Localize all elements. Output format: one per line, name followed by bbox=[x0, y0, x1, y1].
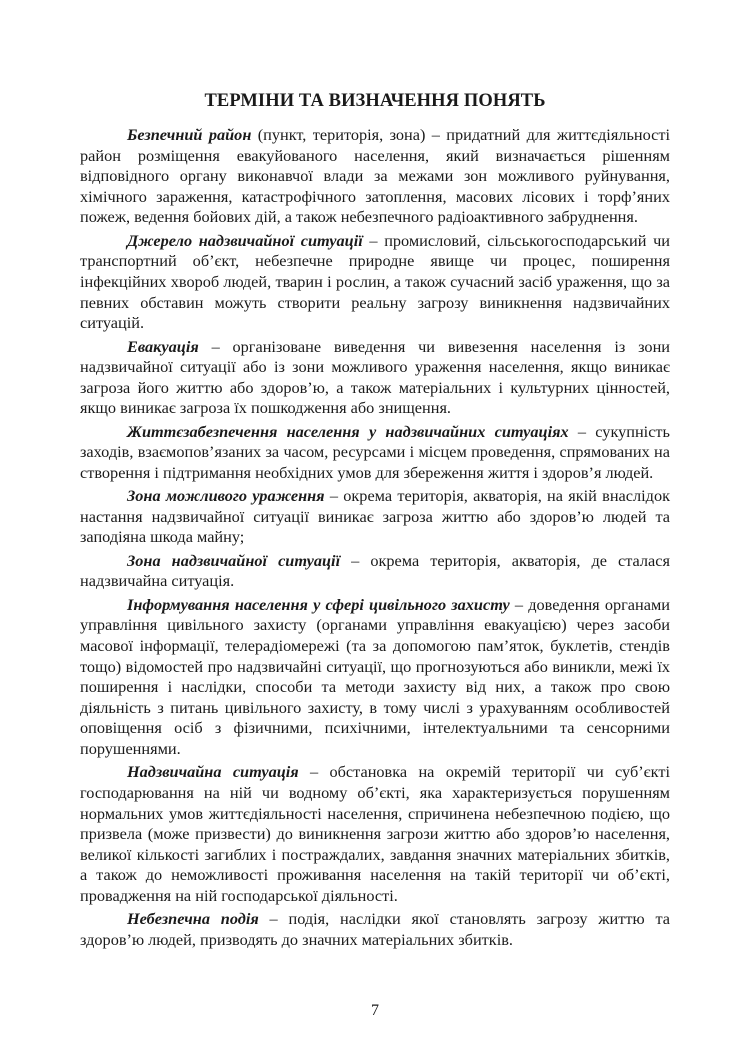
definition-text: – сукупність заходів, взаємопов’язаних за часом, ресурсами і місцем проведення, спрямованих на створення і підтримання необхідних умов для збереження життя і здоров’я людей. bbox=[80, 421, 670, 482]
definition-text: – обстановка на окремій території чи суб’єкті господарювання на ній чи водному об’єкті, яка характеризується порушенням нормальних умов життєдіяльності населення, спричинена небезпечною подією, що призвела (може призвести) до виникнення загрози життю або здоров’ю населення, великої кількості загиблих і постраждалих, завдання значних матеріальних збитків, а також до неможливості проживання населення на такій території чи об’єкті, провадження на ній господарської діяльності. bbox=[80, 762, 670, 905]
definition-term: Зона надзвичайної ситуації bbox=[127, 550, 341, 570]
definition-paragraph bbox=[80, 762, 670, 906]
definition-term: Зона можливого ураження bbox=[127, 486, 325, 506]
definition-term: Евакуація bbox=[127, 336, 199, 356]
definition-text: – доведення органами управління цивільного захисту (органами управління евакуацією) через засоби масової інформації, телерадіомережі (та за допомогою пам’яток, буклетів, стендів тощо) відомостей про надзвичайні ситуації, що прогнозуються або виникли, межі їх поширення і наслідки, способи та методи захисту від них, а також про свою діяльність з питань цивільного захисту, в тому числі з урахуванням особливостей оповіщення осіб з фізичними, психічними, інтелектуальними та сенсорними порушеннями. bbox=[80, 594, 670, 758]
definition-paragraph bbox=[80, 486, 670, 548]
definition-text: – організоване виведення чи вивезення населення із зони надзвичайної ситуації або із зони можливого ураження населення, якщо виникає загроза його життю або здоров’ю, а також матеріальних і культурних цінностей, якщо виникає загроза їх пошкодження або знищення. bbox=[80, 336, 670, 418]
definition-paragraph bbox=[80, 231, 670, 334]
definition-term: Інформування населення у сфері цивільного захисту bbox=[127, 594, 510, 614]
definitions-body bbox=[80, 125, 670, 953]
definition-paragraph bbox=[80, 551, 670, 592]
page-number: 7 bbox=[371, 1002, 379, 1019]
definition-text: – окрема територія, акваторія, на якій внаслідок настання надзвичайної ситуації виникає загроза життю або здоров’ю людей та заподіяна шкода майну; bbox=[80, 486, 670, 547]
definition-paragraph bbox=[80, 595, 670, 760]
definition-term: Життєзабезпечення населення у надзвичайних ситуаціях bbox=[127, 421, 569, 441]
definition-paragraph bbox=[80, 909, 670, 950]
definition-paragraph bbox=[80, 125, 670, 228]
definition-term: Безпечний район bbox=[127, 125, 252, 144]
definition-term: Небезпечна подія bbox=[127, 909, 259, 929]
definition-text: – окрема територія, акваторія, де сталася надзвичайна ситуація. bbox=[80, 550, 670, 591]
definition-paragraph bbox=[80, 337, 670, 419]
definition-term: Джерело надзвичайної ситуації bbox=[127, 230, 363, 250]
definition-text: – подія, наслідки якої становлять загрозу життю та здоров’ю людей, призводять до значних матеріальних збитків. bbox=[80, 909, 670, 949]
page-title: ТЕРМІНИ ТА ВИЗНАЧЕННЯ ПОНЯТЬ bbox=[204, 91, 546, 111]
definition-term: Надзвичайна ситуація bbox=[127, 762, 299, 782]
definition-text: – промисловий, сільськогосподарський чи транспортний об’єкт, небезпечне природне явище чи процес, поширення інфекційних хвороб людей, тварин і рослин, а також сучасний засіб ураження, що за певних обставин можуть створити реальну загрозу виникнення надзвичайних ситуацій. bbox=[80, 230, 670, 333]
definition-paragraph bbox=[80, 422, 670, 484]
definition-text: (пункт, територія, зона) – придатний для життєдіяльності район розміщення евакуйованого населення, який визначається рішенням відповідного органу виконавчої влади за межами зон можливого руйнування, хімічного зараження, катастрофічного затоплення, масових лісових і торф’яних пожеж, ведення бойових дій, а також небезпечного радіоактивного забруднення. bbox=[80, 125, 670, 227]
